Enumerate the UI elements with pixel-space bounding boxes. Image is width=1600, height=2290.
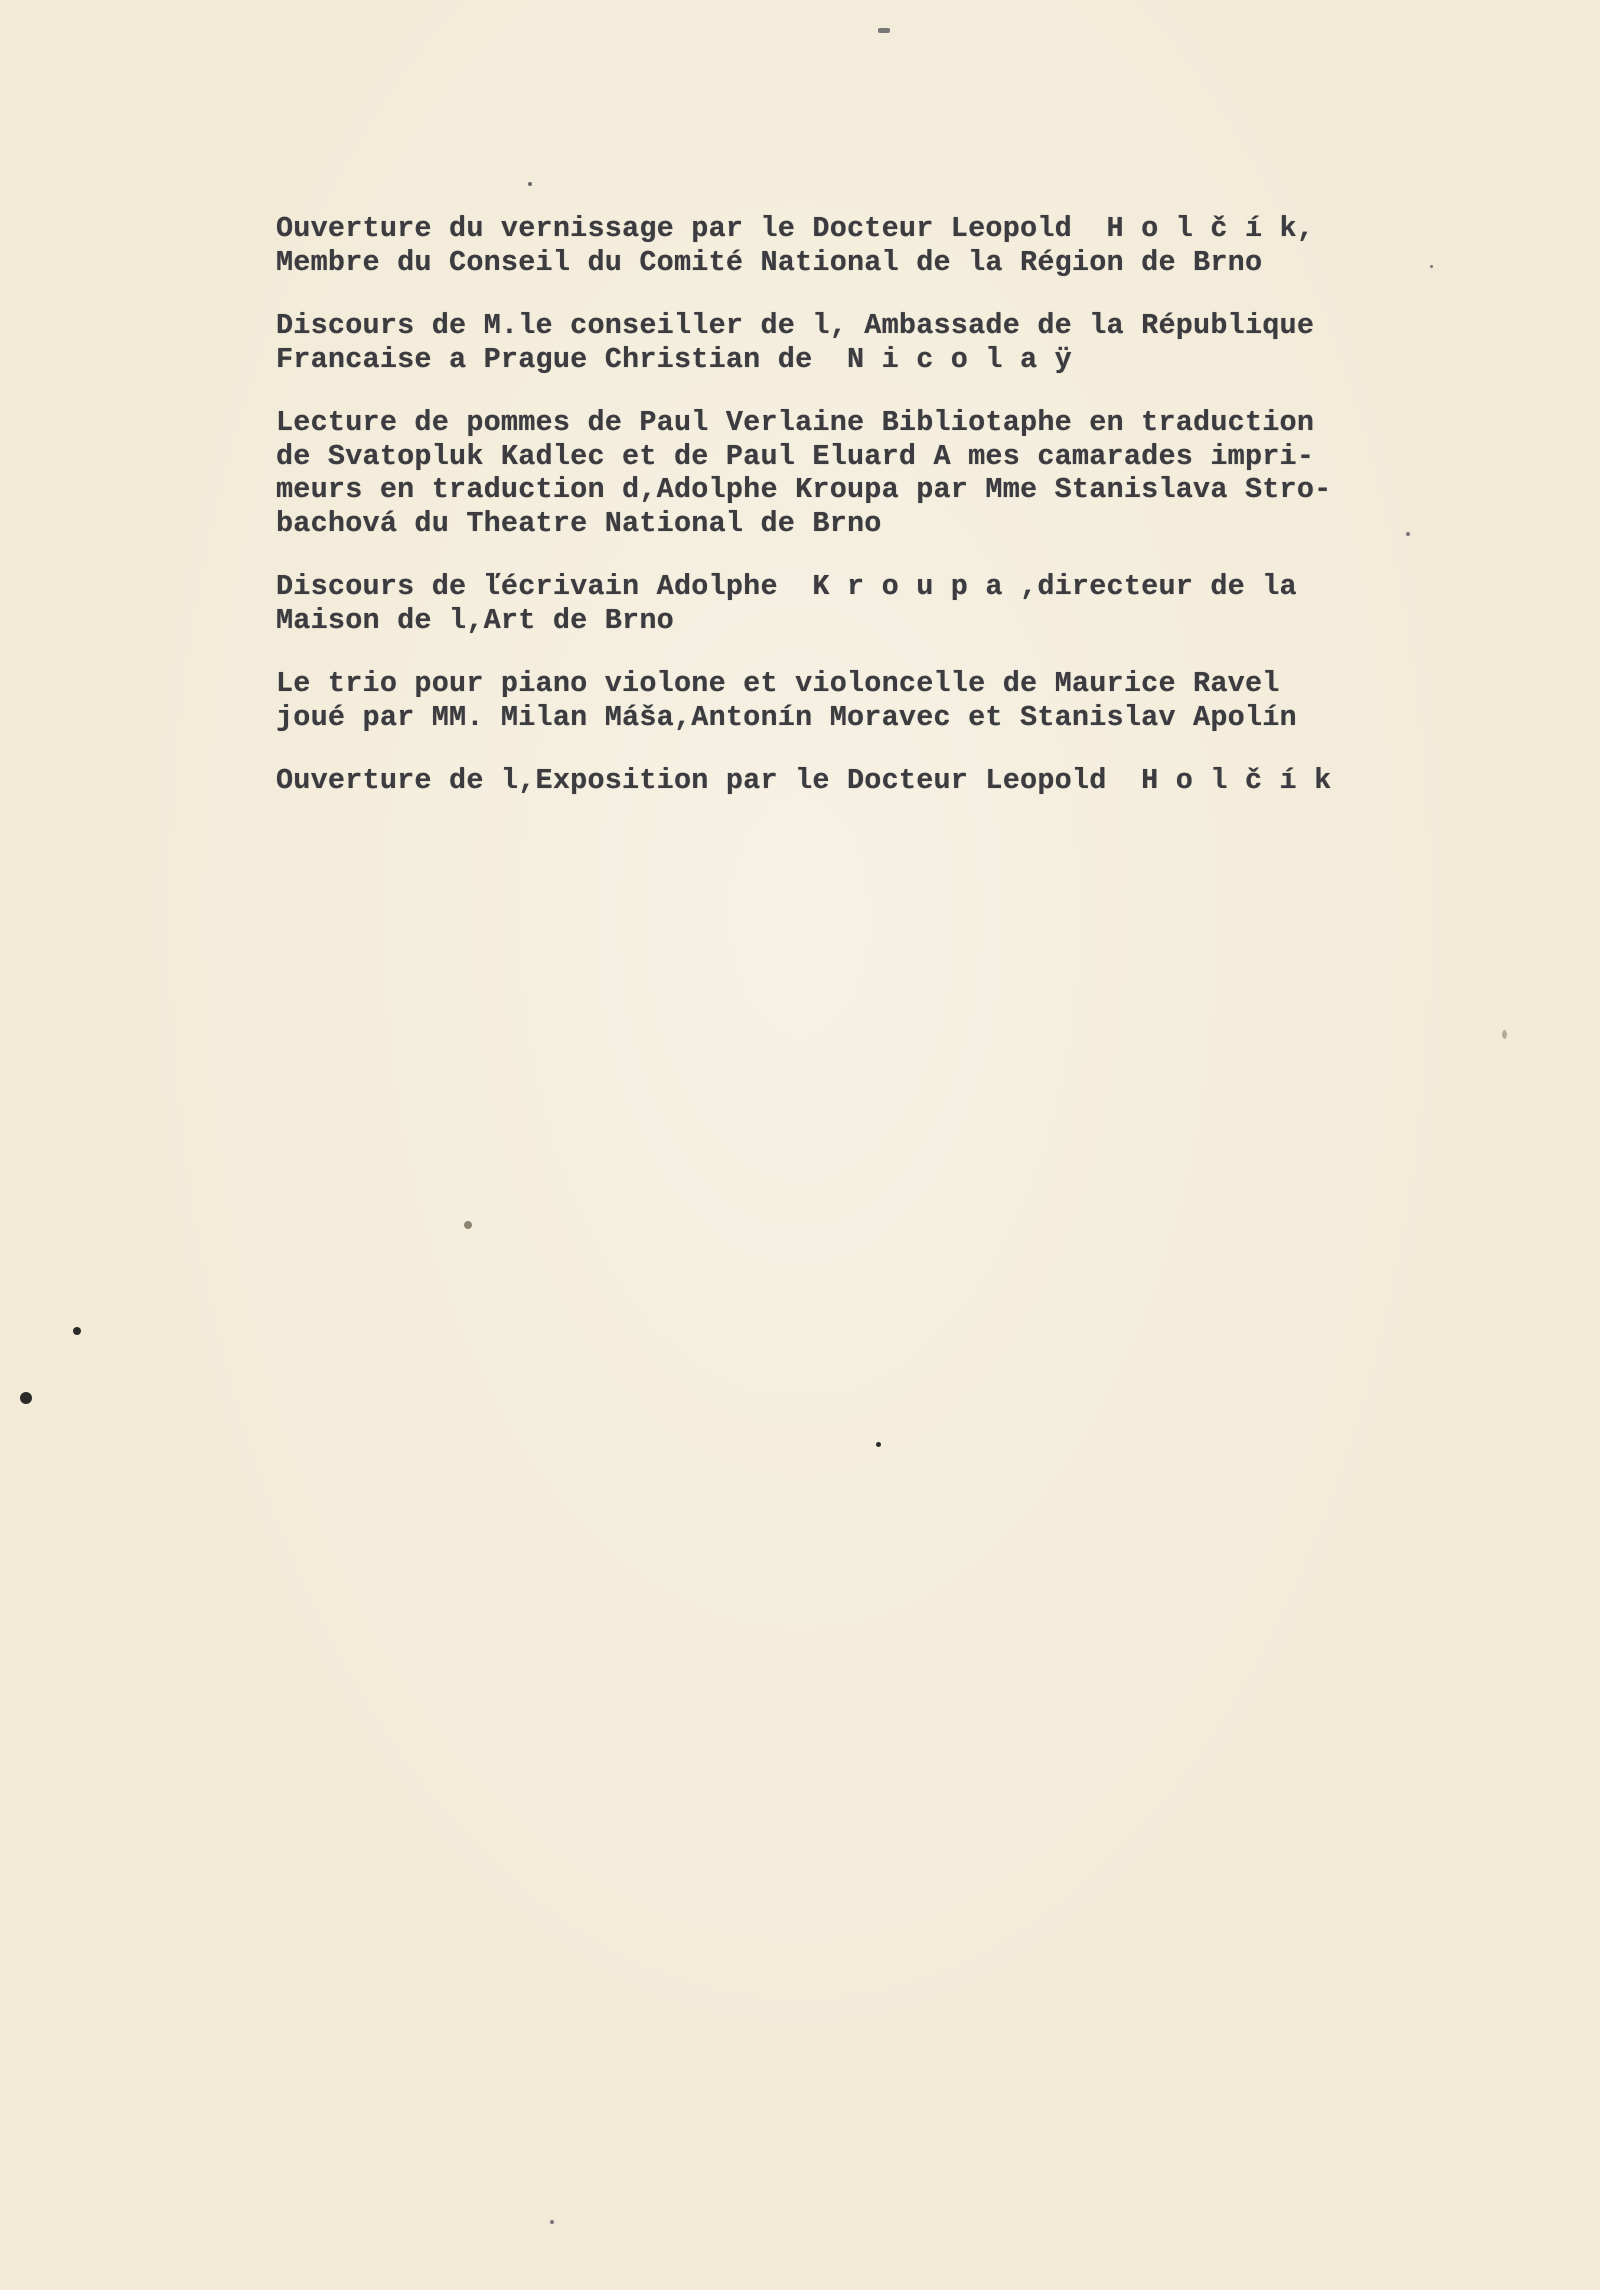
program-item-line: bachová du Theatre National de Brno <box>276 506 882 540</box>
program-item-line: Francaise a Prague Christian de N i c o l a ÿ <box>276 342 1072 376</box>
ink-speck <box>876 1442 881 1447</box>
ink-speck <box>20 1392 32 1404</box>
program-item <box>276 212 1536 279</box>
program-item-line: meurs en traduction d,Adolphe Kroupa par Mme Stanislava Stro- <box>276 473 1332 506</box>
ink-speck <box>464 1221 472 1229</box>
program-item-line: Le trio pour piano violone et violoncelle de Maurice Ravel <box>276 667 1280 700</box>
program-item-line: Discours de ľécrivain Adolphe K r o u p a ,directeur de la <box>276 570 1297 603</box>
ink-speck <box>73 1327 81 1335</box>
ink-speck <box>550 2220 554 2224</box>
event-program <box>276 212 1536 828</box>
program-item-line: Membre du Conseil du Comité National de la Région de Brno <box>276 245 1263 279</box>
program-item <box>276 667 1536 734</box>
program-item-line: joué par MM. Milan Máša,Antonín Moravec et Stanislav Apolín <box>276 700 1297 734</box>
program-item-line: Ouverture de l,Exposition par le Docteur Leopold H o l č í k <box>276 764 1332 797</box>
program-item <box>276 764 1536 798</box>
program-item <box>276 570 1536 637</box>
program-item-line: Ouverture du vernissage par le Docteur Leopold H o l č í k, <box>276 212 1315 245</box>
ink-speck <box>1502 1030 1507 1039</box>
program-item-line: Maison de l,Art de Brno <box>276 603 674 637</box>
program-item-line: de Svatopluk Kadlec et de Paul Eluard A mes camarades impri- <box>276 439 1315 473</box>
program-item-line: Discours de M.le conseiller de l, Ambassade de la République <box>276 309 1315 342</box>
program-item <box>276 309 1536 376</box>
ink-speck <box>878 28 890 33</box>
program-item-line: Lecture de pommes de Paul Verlaine Bibliotaphe en traduction <box>276 406 1315 439</box>
ink-speck <box>528 182 532 186</box>
program-item <box>276 406 1536 540</box>
